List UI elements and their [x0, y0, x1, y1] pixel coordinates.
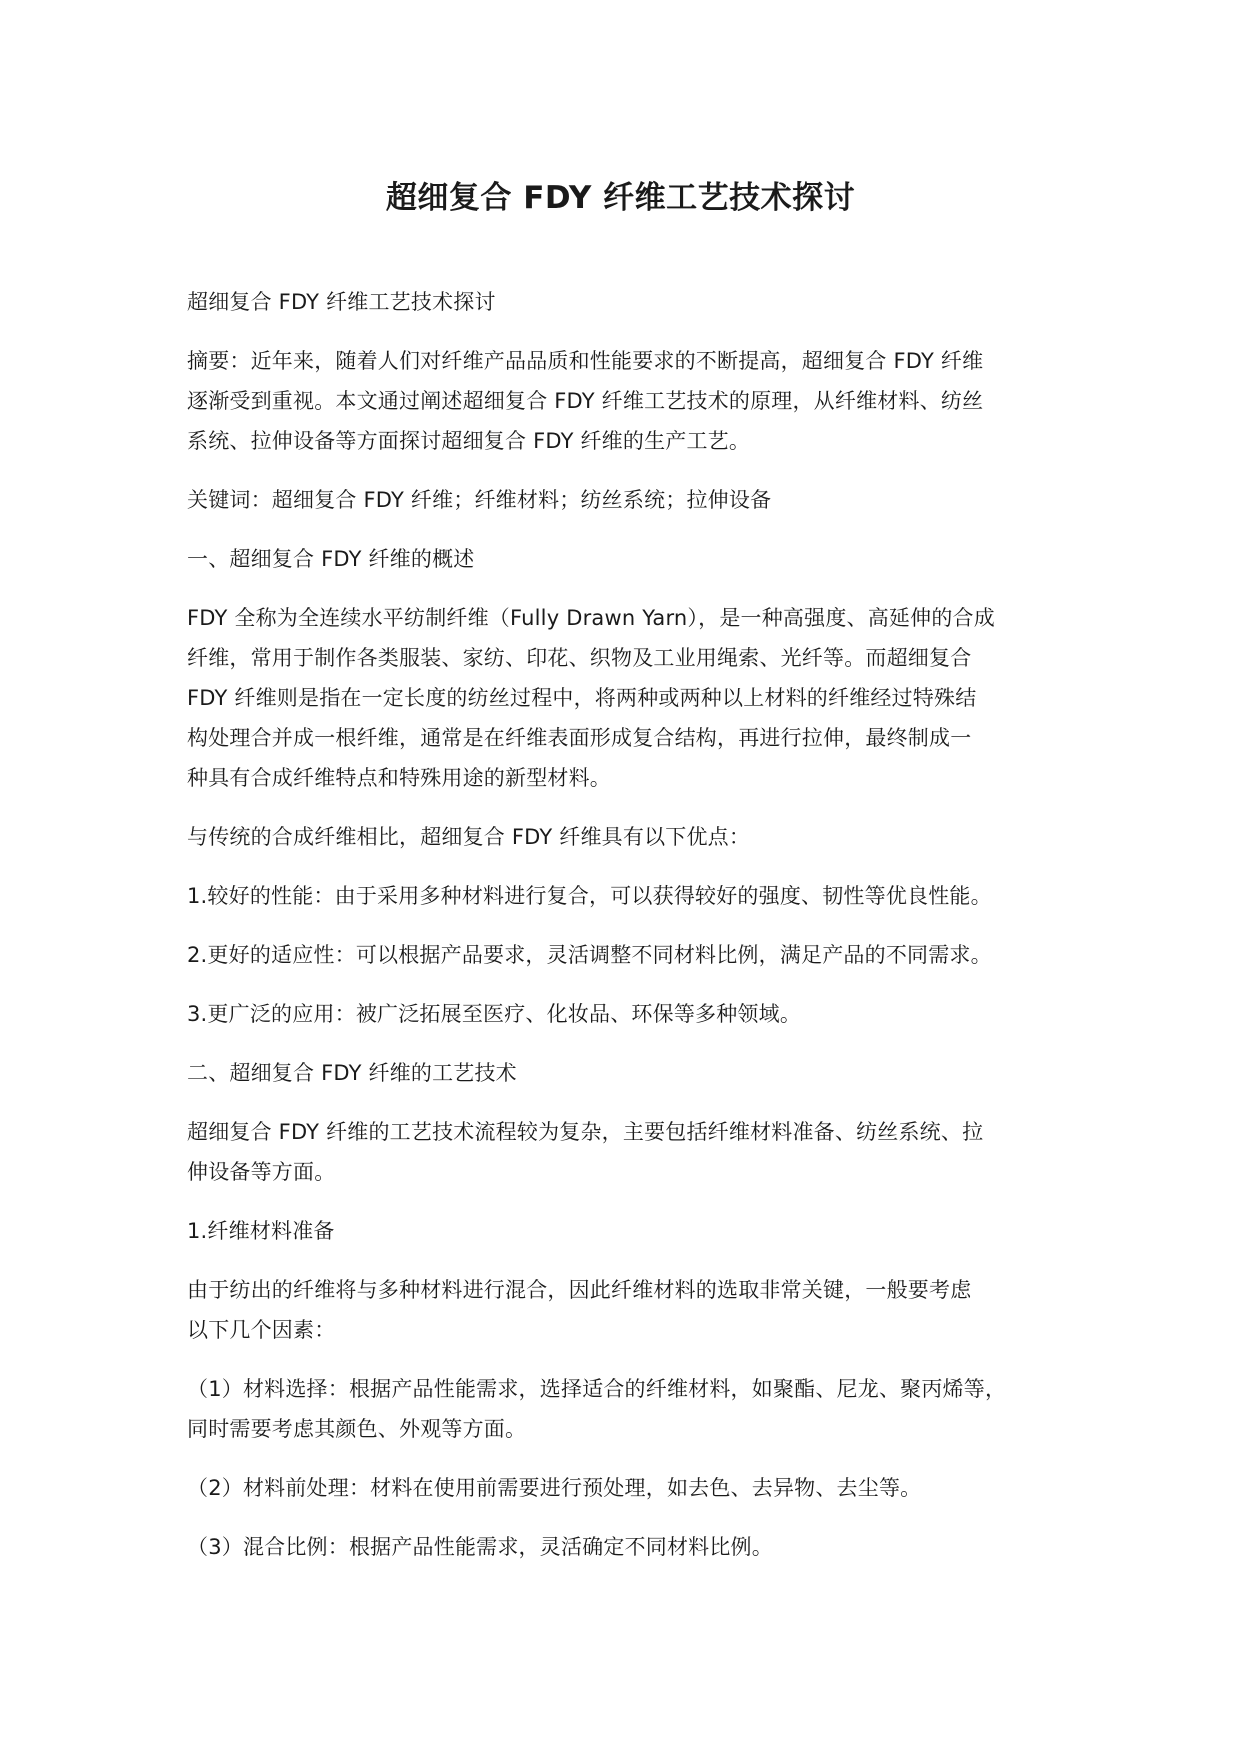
advantage-item-3: 3.更广泛的应用：被广泛拓展至医疗、化妆品、环保等多种领域。 [187, 1002, 802, 1026]
subtitle-paragraph: 超细复合 FDY 纤维工艺技术探讨 [187, 290, 496, 314]
document-body [187, 282, 1067, 1586]
document-title: 超细复合 FDY 纤维工艺技术探讨 [385, 180, 856, 216]
fdy-overview-paragraph: FDY 全称为全连续水平纺制纤维（Fully Drawn Yarn），是一种高强度、高延伸的合成 纤维，常用于制作各类服装、家纺、印花、织物及工业用绳索、光纤等。而超细复合 FDY 纤维则是指在一定长度的纺丝过程中，将两种或两种以上材料的纤维经过特殊结 构处理合并成一根纤维，通常是在纤维表面形成复合结构，再进行拉伸，最终制成一 种具有合成纤维特点和特殊用途的新型材料。 [187, 606, 995, 790]
advantage-item-2: 2.更好的适应性：可以根据产品要求，灵活调整不同材料比例，满足产品的不同需求。 [187, 943, 992, 967]
section-heading-2: 二、超细复合 FDY 纤维的工艺技术 [187, 1061, 517, 1085]
factor-item-3: （3）混合比例：根据产品性能需求，灵活确定不同材料比例。 [187, 1535, 773, 1559]
advantage-item-1: 1.较好的性能：由于采用多种材料进行复合，可以获得较好的强度、韧性等优良性能。 [187, 884, 992, 908]
abstract-paragraph: 摘要：近年来，随着人们对纤维产品品质和性能要求的不断提高，超细复合 FDY 纤维 逐渐受到重视。本文通过阐述超细复合 FDY 纤维工艺技术的原理，从纤维材料、纺丝 系统、拉伸设备等方面探讨超细复合 FDY 纤维的生产工艺。 [187, 349, 984, 453]
process-intro-paragraph: 超细复合 FDY 纤维的工艺技术流程较为复杂，主要包括纤维材料准备、纺丝系统、拉 伸设备等方面。 [187, 1120, 984, 1184]
material-prep-paragraph: 由于纺出的纤维将与多种材料进行混合，因此纤维材料的选取非常关键，一般要考虑 以下几个因素： [187, 1278, 972, 1342]
factor-item-1: （1）材料选择：根据产品性能需求，选择适合的纤维材料，如聚酯、尼龙、聚丙烯等， 同时需要考虑其颜色、外观等方面。 [187, 1377, 1007, 1441]
advantages-intro-paragraph: 与传统的合成纤维相比，超细复合 FDY 纤维具有以下优点： [187, 825, 751, 849]
section-heading-1: 一、超细复合 FDY 纤维的概述 [187, 547, 475, 571]
subsection-heading-1: 1.纤维材料准备 [187, 1219, 335, 1243]
keywords-paragraph: 关键词：超细复合 FDY 纤维；纤维材料；纺丝系统；拉伸设备 [187, 488, 772, 512]
factor-item-2: （2）材料前处理：材料在使用前需要进行预处理，如去色、去异物、去尘等。 [187, 1476, 922, 1500]
